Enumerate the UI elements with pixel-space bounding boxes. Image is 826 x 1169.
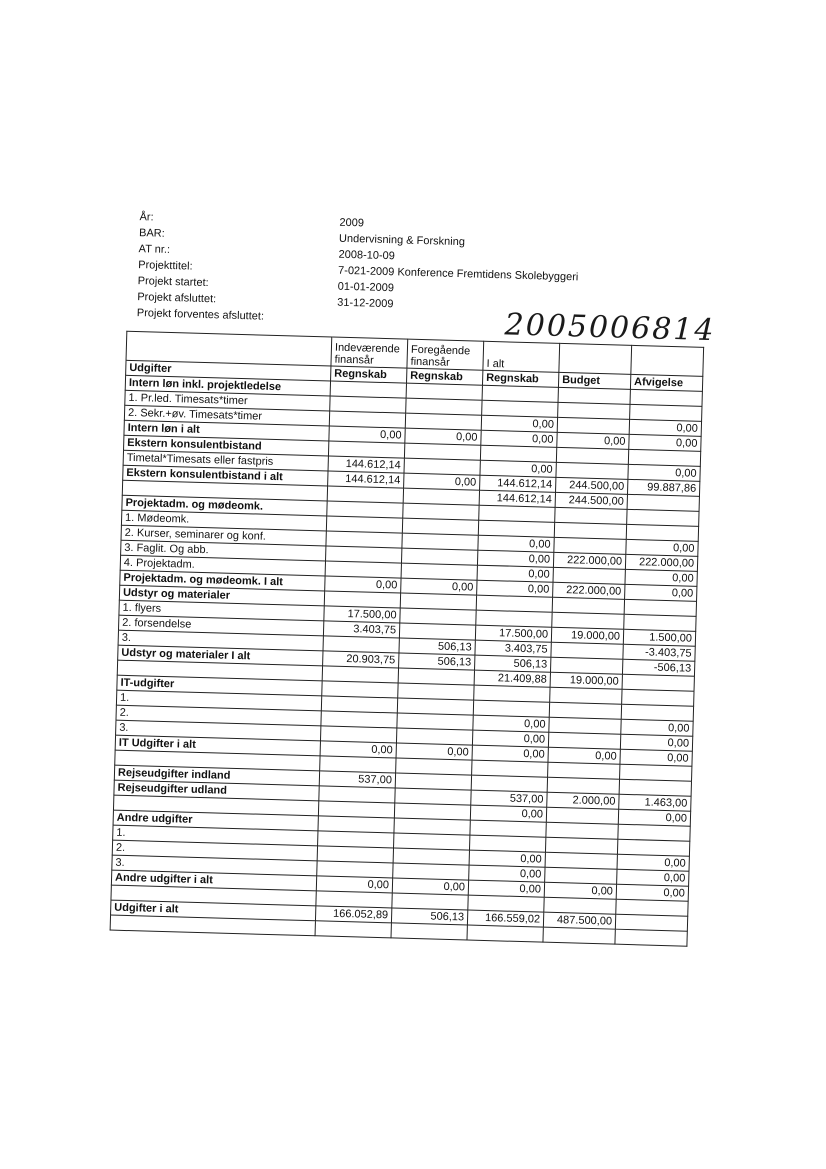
row-label: 3.	[116, 720, 321, 741]
table-cell: 506,13	[399, 638, 475, 655]
table-cell: 0,00	[405, 428, 481, 445]
meta-label: Projekt forventes afsluttet:	[136, 307, 265, 323]
row-label: Andre udgifter i alt	[111, 870, 316, 891]
meta-value: 01-01-2009	[337, 280, 395, 295]
table-cell: 0,00	[548, 747, 620, 764]
table-cell: 144.612,14	[480, 475, 556, 492]
meta-value: 2008-10-09	[338, 248, 395, 263]
table-cell: 0,00	[628, 464, 700, 481]
row-label: Udstyr og materialer	[119, 585, 324, 606]
meta-value: Undervisning & Forskning	[338, 232, 466, 249]
table-cell: 244.500,00	[555, 492, 627, 509]
table-cell: 0,00	[616, 884, 688, 901]
table-cell: 0,00	[468, 880, 544, 897]
table-cell: 3.403,75	[475, 640, 551, 657]
table-cell: 0,00	[481, 430, 557, 447]
row-label: 1. flyers	[119, 600, 324, 621]
row-label: IT Udgifter i alt	[115, 735, 320, 756]
table-cell: 244.500,00	[556, 477, 628, 494]
table-cell: 17.500,00	[475, 625, 551, 642]
row-label: Udgifter i alt	[111, 900, 316, 921]
table-cell: 0,00	[329, 426, 405, 443]
column-header: Regnskab	[331, 366, 407, 383]
row-label: 1.	[116, 690, 321, 711]
table-cell	[615, 929, 687, 946]
row-label: Rejseudgifter udland	[114, 780, 319, 801]
meta-label: AT nr.:	[138, 243, 171, 256]
handwritten-number: 2005006814	[504, 307, 716, 349]
table-cell: 0,00	[472, 730, 548, 747]
table-cell: 222.000,00	[553, 582, 625, 599]
meta-value: 31-12-2009	[337, 296, 394, 311]
table-cell: 0,00	[480, 460, 556, 477]
row-label: Intern løn inkl. projektledelse	[125, 375, 330, 396]
column-header: Budget	[558, 372, 630, 389]
meta-label: Projekt afsluttet:	[137, 291, 217, 306]
column-header-top	[559, 343, 632, 374]
table-cell: 0,00	[620, 749, 692, 766]
table-cell: 0,00	[621, 719, 693, 736]
table-cell: 0,00	[470, 805, 546, 822]
table-cell: 0,00	[469, 865, 545, 882]
table-cell: 0,00	[478, 535, 554, 552]
row-label: Timetal*Timesats eller fastpris	[123, 450, 328, 471]
table-cell: 2.000,00	[547, 792, 619, 809]
table-cell: 0,00	[401, 578, 477, 595]
table-cell: 506,13	[391, 908, 467, 925]
table-cell: 0,00	[472, 745, 548, 762]
table-cell: 166.559,02	[467, 910, 543, 927]
table-cell: 3.403,75	[323, 621, 399, 638]
table-cell: -3.403,75	[623, 644, 695, 661]
meta-value: 2009	[339, 216, 365, 230]
table-cell: 487.500,00	[543, 912, 615, 929]
meta-label: Projekttitel:	[138, 259, 193, 273]
table-cell: 506,13	[399, 653, 475, 670]
table-cell: 19.000,00	[551, 627, 623, 644]
meta-label: Projekt startet:	[137, 275, 209, 290]
table-cell: 0,00	[625, 569, 697, 586]
table-cell: 0,00	[629, 419, 701, 436]
table-cell: 20.903,75	[323, 651, 399, 668]
row-label: 3.	[118, 630, 323, 651]
row-label: 2. Kurser, seminarer og konf.	[121, 525, 326, 546]
table-cell: 0,00	[477, 580, 553, 597]
column-header: Udgifter	[126, 360, 331, 381]
table-cell: 144.612,14	[328, 456, 404, 473]
table-cell: 0,00	[396, 743, 472, 760]
table-cell: 0,00	[557, 432, 629, 449]
table-cell: 0,00	[544, 882, 616, 899]
table-cell: 222.000,00	[625, 554, 697, 571]
row-label: IT-udgifter	[117, 675, 322, 696]
table-cell: 17.500,00	[324, 606, 400, 623]
row-label: 2.	[112, 840, 317, 861]
table-cell: 0,00	[481, 415, 557, 432]
table-cell: 0,00	[617, 854, 689, 871]
row-label: Projektadm. og mødeomk.	[122, 495, 327, 516]
meta-label: År:	[139, 211, 154, 224]
table-cell: 537,00	[471, 790, 547, 807]
table-cell: 0,00	[392, 878, 468, 895]
table-cell: 19.000,00	[550, 672, 622, 689]
table-cell: 0,00	[620, 734, 692, 751]
row-label: Udstyr og materialer I alt	[118, 645, 323, 666]
column-header: Regnskab	[482, 370, 558, 387]
table-cell: -506,13	[622, 659, 694, 676]
table-cell: 21.409,88	[474, 670, 550, 687]
meta-label: BAR:	[138, 227, 165, 240]
table-cell: 166.052,89	[315, 906, 391, 923]
table-cell: 0,00	[477, 565, 553, 582]
table-cell: 506,13	[475, 655, 551, 672]
row-label: 2.	[116, 705, 321, 726]
column-header-top: Foregående finansår	[407, 339, 484, 370]
table-cell: 0,00	[618, 809, 690, 826]
table-cell	[467, 925, 543, 942]
table-cell: 0,00	[404, 473, 480, 490]
table-cell: 0,00	[617, 869, 689, 886]
table-cell	[315, 921, 391, 938]
table-cell: 1.500,00	[623, 629, 695, 646]
row-label: 3.	[112, 855, 317, 876]
table-cell: 0,00	[625, 584, 697, 601]
table-cell	[391, 923, 467, 940]
column-header-top: I alt	[483, 341, 560, 372]
column-header: Afvigelse	[630, 374, 702, 391]
table-cell: 1.463,00	[619, 794, 691, 811]
column-header-top: Indeværende finansår	[331, 337, 408, 368]
table-cell: 537,00	[319, 771, 395, 788]
row-label: 4. Projektadm.	[120, 555, 325, 576]
row-label: Ekstern konsulentbistand	[124, 435, 329, 456]
table-cell: 0,00	[320, 741, 396, 758]
table-cell: 0,00	[316, 876, 392, 893]
table-cell: 144.612,14	[328, 471, 404, 488]
row-label: 2. Sekr.+øv. Timesats*timer	[124, 405, 329, 426]
table-cell: 0,00	[469, 850, 545, 867]
table-cell: 99.887,86	[627, 479, 699, 496]
meta-value: 7-021-2009 Konference Fremtidens Skolebyggeri	[337, 264, 579, 284]
table-cell: 222.000,00	[553, 552, 625, 569]
table-cell: 144.612,14	[479, 490, 555, 507]
row-label: Ekstern konsulentbistand i alt	[123, 465, 328, 486]
row-label: Rejseudgifter indland	[114, 765, 319, 786]
document-content	[100, 200, 716, 928]
row-label: 3. Faglit. Og abb.	[121, 540, 326, 561]
table-cell: 0,00	[477, 550, 553, 567]
column-header-top	[631, 345, 704, 376]
row-label: 1. Pr.led. Timesats*timer	[125, 390, 330, 411]
row-label: 2. forsendelse	[118, 615, 323, 636]
table-cell: 0,00	[325, 576, 401, 593]
budget-table	[110, 331, 705, 947]
table-cell: 0,00	[473, 715, 549, 732]
row-label: 1. Mødeomk.	[121, 510, 326, 531]
row-label: Andre udgifter	[113, 810, 318, 831]
row-label: Intern løn i alt	[124, 420, 329, 441]
column-header: Regnskab	[407, 368, 483, 385]
table-cell	[543, 927, 615, 944]
row-label: Projektadm. og mødeomk. I alt	[120, 570, 325, 591]
table-cell: 0,00	[629, 434, 701, 451]
row-label: 1.	[113, 825, 318, 846]
table-cell: 0,00	[626, 539, 698, 556]
